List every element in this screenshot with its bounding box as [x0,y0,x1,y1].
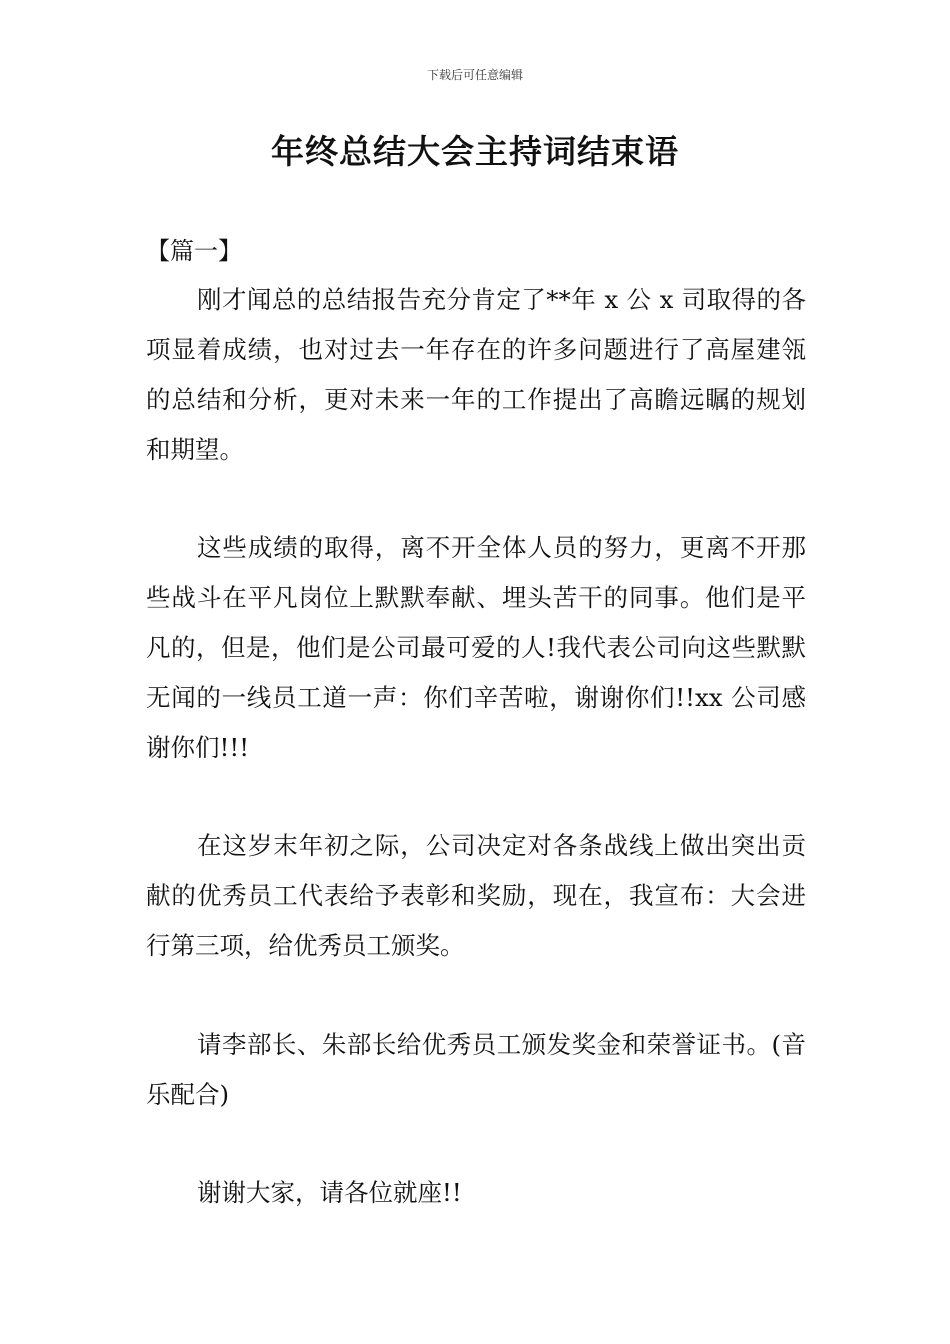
paragraph-5: 谢谢大家，请各位就座!! [197,1178,462,1207]
paragraph-3: 在这岁末年初之际，公司决定对各条战线上做出突出贡献的优秀员工代表给予表彰和奖励，现在，我宣布：大会进行第三项，给优秀员工颁奖。 [146,831,806,960]
paragraph-1: 刚才闻总的总结报告充分肯定了**年 x 公 x 司取得的各项显着成绩，也对过去一年存在的许多问题进行了高屋建瓴的总结和分析，更对未来一年的工作提出了高瞻远瞩的规划和期望。 [146,285,806,464]
paragraph-2: 这些成绩的取得，离不开全体人员的努力，更离不开那些战斗在平凡岗位上默默奉献、埋头苦干的同事。他们是平凡的，但是，他们是公司最可爱的人!我代表公司向这些默默无闻的一线员工道一声：你们辛苦啦，谢谢你们!!xx 公司感谢你们!!! [146,533,806,762]
document-title: 年终总结大会主持词结束语 [271,132,679,171]
header-note: 下载后可任意编辑 [426,68,523,82]
section-label: 【篇一】 [146,237,242,265]
paragraph-4: 请李部长、朱部长给优秀员工颁发奖金和荣誉证书。(音乐配合) [146,1030,806,1109]
